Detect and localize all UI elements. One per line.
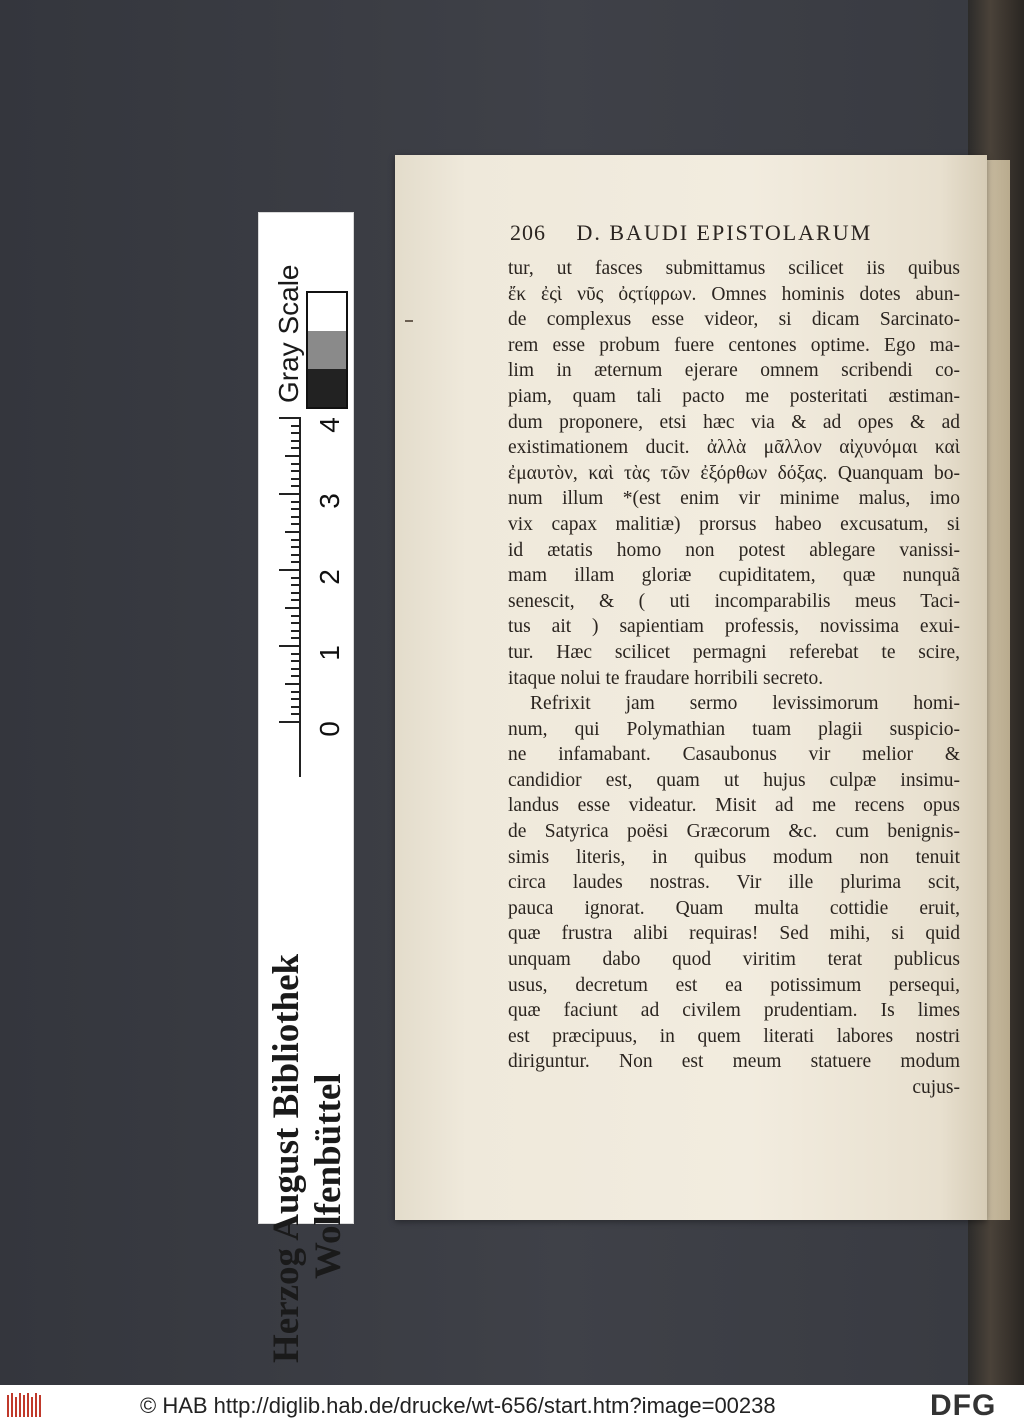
ruler-tick [291,478,301,480]
ruler-tick [291,675,301,677]
ruler-tick [291,501,301,503]
ruler-tick [279,721,301,723]
margin-mark [405,320,413,322]
text-line: quæ faciunt ad civilem prudentiam. Is limes [508,1000,960,1022]
ruler-tick [279,493,301,495]
ruler-tick [291,713,301,715]
catchword: cujus- [912,1077,960,1098]
text-line: candidior est, quam ut hujus culpæ insimu- [508,769,960,791]
ruler-tick [285,531,301,533]
ruler-tick [291,508,301,510]
ruler-number: 1 [314,645,345,661]
ruler-tick [279,569,301,571]
text-line: quæ frustra alibi requiras! Sed mihi, si quid [508,923,960,945]
ruler-tick [291,615,301,617]
text-line: pauca ignorat. Quam multa cottidie eruit, [508,897,960,919]
ruler-number: 4 [314,417,345,433]
ruler-tick [291,668,301,670]
text-line: vix capax malitiæ) prorsus habeo excusatum, si [508,513,960,535]
page-header [510,220,950,246]
text-line: de complexus esse videor, si dicam Sarcinato- [508,309,960,331]
ruler-tick [291,425,301,427]
ruler-tick [291,539,301,541]
ruler-tick [291,637,301,639]
text-line: landus esse videatur. Misit ad me recens opus [508,795,960,817]
text-line: tur. Hæc scilicet permagni referebat te scire, [508,641,960,663]
running-title: D. BAUDI EPISTOLARUM [576,220,873,245]
ruler-tick [291,653,301,655]
text-line: simis literis, in quibus modum non tenuit [508,846,960,868]
ruler-number: 3 [314,493,345,509]
text-line: unquam dabo quod viritim terat publicus [508,949,960,971]
ruler-tick [285,607,301,609]
text-line: circa laudes nostras. Vir ille plurima scit, [508,872,960,894]
ruler-tick [291,599,301,601]
footer-bar [0,1385,1024,1425]
scale-bar [258,212,354,1363]
swatch-white [308,293,346,331]
text-line: itaque nolui te fraudare horribili secreto. [508,667,824,689]
dfg-logo: DFG [930,1389,997,1422]
ruler-tick [291,561,301,563]
text-line: piam, quam tali pacto me posteritati æstiman- [508,385,960,407]
text-line: de Satyrica poësi Græcorum &c. cum benignis- [508,821,960,843]
text-line: senescit, & ( uti incomparabilis meus Taci- [508,590,960,612]
text-line: rem esse probum fuere centones optime. Ego ma- [508,334,960,356]
text-line: existimationem ducit. ἀλλὰ μᾶλλον αἰχυνόμαι καὶ [508,437,960,459]
ruler-tick [291,470,301,472]
text-line: usus, decretum est ea potissimum persequi, [508,974,960,996]
ruler-tick [291,698,301,700]
ruler-tick [291,440,301,442]
ruler-tick [291,463,301,465]
swatch-black [308,369,346,407]
gray-scale-label: Gray Scale [273,264,304,403]
text-line: ne infamabant. Casaubonus vir melior & [508,744,960,766]
text-line: id ætatis homo non potest ablegare vanissi- [508,539,960,561]
text-line: diriguntur. Non est meum statuere modum [508,1051,960,1073]
ruler-tick [291,523,301,525]
text-line: tur, ut fasces submittamus scilicet iis quibus [508,258,960,279]
ruler-tick [279,645,301,647]
ruler-tick [291,584,301,586]
text-line: lim in æternum ejerare omnem scribendi co- [508,360,960,382]
institution-name: Herzog August Bibliothek [266,953,307,1363]
copyright-link[interactable]: © HAB http://diglib.hab.de/drucke/wt-656/start.htm?image=00238 [140,1393,776,1418]
ruler-tick [291,546,301,548]
ruler-tick [291,706,301,708]
ruler-tick [291,577,301,579]
ruler-number: 2 [314,569,345,585]
text-line: est præcipuus, in quem literati labores nostri [508,1025,960,1047]
ruler-tick [291,660,301,662]
text-line: num, qui Polymathian tuam plagii suspicio- [508,718,960,740]
ruler-tick [291,516,301,518]
institution-city: Wolfenbüttel [308,1073,349,1279]
ruler-tick [291,432,301,434]
text-line: dum proponere, etsi hæc via & ad opes & ad [508,411,960,433]
ruler-tick [285,683,301,685]
ruler-tick [291,592,301,594]
text-line: ἐμαυτὸν, καὶ τὰς τῶν ἐξόρθων δόξας. Quanquam bo- [508,462,960,484]
ruler-number: 0 [314,721,345,737]
ruler-tick [291,554,301,556]
ruler-tick [291,691,301,693]
ruler-tick [291,622,301,624]
ruler-tick [285,455,301,457]
page-text [508,256,960,1101]
text-line: num illum *(est enim vir minime malus, imo [508,488,960,510]
gray-swatches [306,291,348,409]
ruler-tick [291,447,301,449]
page-number: 206 [510,220,546,245]
swatch-gray [308,331,346,369]
text-line: Refrixit jam sermo levissimorum homi- [530,693,960,715]
barcode-icon [6,1391,42,1419]
ruler-tick [279,417,301,419]
text-line: ἔκ ἐςὶ νῦς ὀςτίφρων. Omnes hominis dotes abun- [508,283,960,305]
ruler-tick [291,485,301,487]
ruler-tick [291,630,301,632]
text-line: tus ait ) sapientiam professis, novissima exui- [508,616,960,638]
text-line: mam illam gloriæ cupiditatem, quæ nunquã [508,565,960,587]
